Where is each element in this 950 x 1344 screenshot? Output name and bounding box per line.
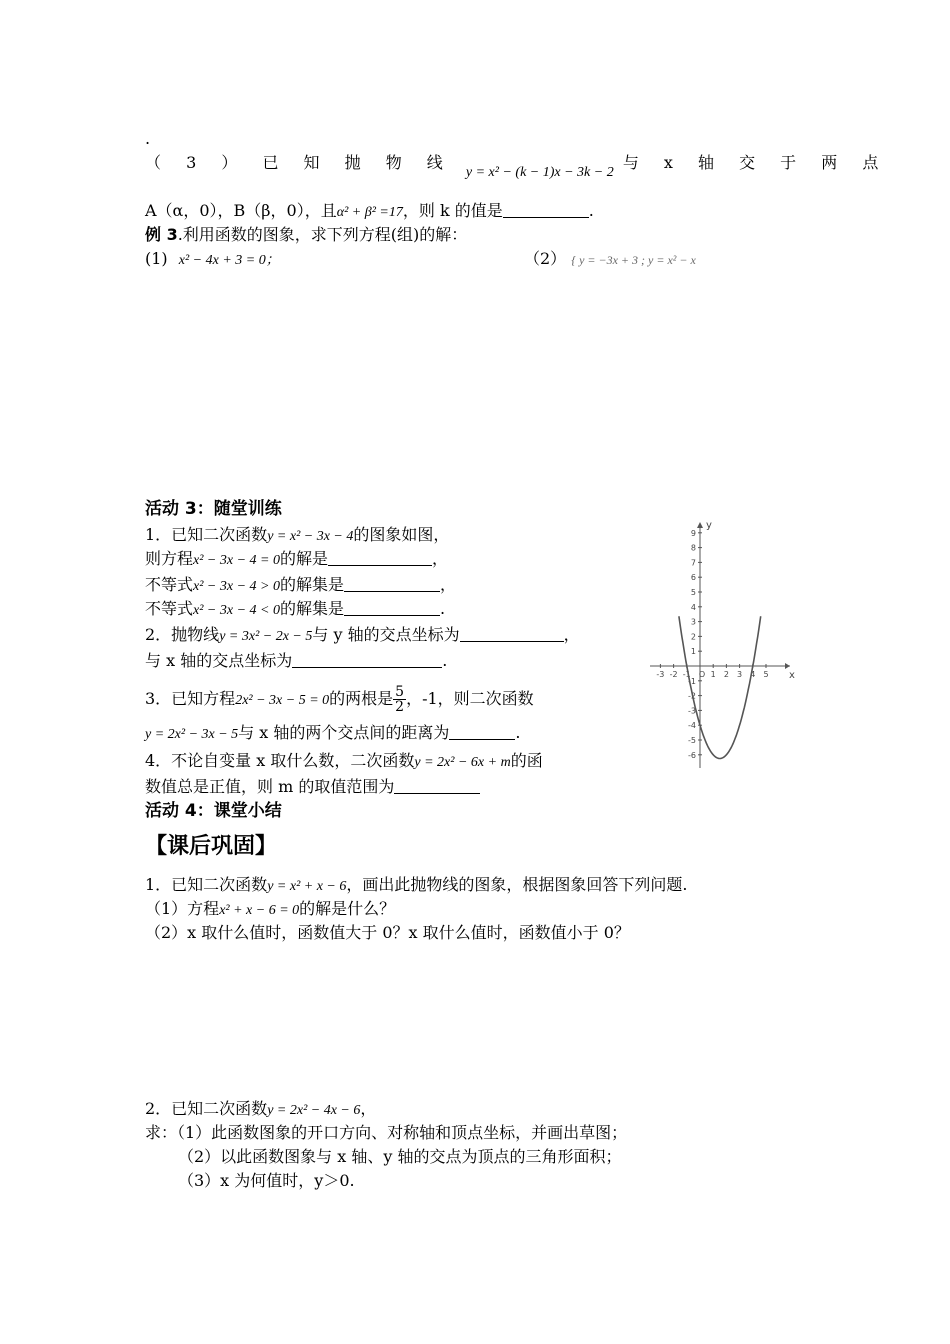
example3-p1-formula: x² − 4x + 3 = 0； <box>178 253 280 268</box>
y-tick-label: 9 <box>690 528 696 538</box>
hw-q2-formula: y = 2x² − 4x − 6 <box>267 1103 361 1118</box>
a3-q2-l2-end: . <box>442 651 448 670</box>
q3-label: （ 3 ） 已 知 抛 物 线 <box>145 153 453 172</box>
hw-q1-text: 1．已知二次函数 <box>145 875 268 894</box>
q3-line1 <box>145 152 889 180</box>
a3-q4-line1 <box>145 750 543 774</box>
y-tick-label: -1 <box>688 676 696 686</box>
a3-q3-line1 <box>145 682 534 716</box>
example3-part2 <box>524 248 696 271</box>
a3-q4-l2-text: 数值总是正值，则 m 的取值范围为 <box>145 777 395 796</box>
a3-q1-line3 <box>145 574 456 598</box>
a3-q3-fraction <box>393 685 406 714</box>
x-tick-label: 3 <box>737 670 743 679</box>
a3-q3-l2-ask: 与 x 轴的两个交点间的距离为 <box>238 723 450 742</box>
graph-ticks <box>656 529 768 760</box>
a3-q2-xaxis-blank[interactable] <box>292 651 442 668</box>
hw-q2-line2: 求：（1）此函数图象的开口方向、对称轴和顶点坐标，并画出草图； <box>145 1123 628 1142</box>
y-tick-label: 6 <box>690 573 696 583</box>
a3-q3-tail: ，-1，则二次函数 <box>406 689 534 708</box>
a3-q1-l3-formula: x² − 3x − 4 > 0 <box>193 579 280 594</box>
hw-q1-p1-formula: x² + x − 6 = 0 <box>219 903 300 918</box>
a3-q1-tail: 的图象如图， <box>353 525 450 544</box>
q3-formula: y = x² − (k − 1)x − 3k − 2 <box>465 165 614 180</box>
a3-q3-line2 <box>145 722 520 746</box>
a3-q1-l2-end: ， <box>432 549 449 568</box>
a3-q3-distance-blank[interactable] <box>449 723 515 740</box>
a3-q3-roots: 的两根是 <box>329 689 394 708</box>
a3-q4-tail: 的函 <box>510 751 543 770</box>
x-axis-arrow <box>785 663 790 669</box>
hw-q1-formula: y = x² + x − 6 <box>267 879 347 894</box>
hw-q2-line4: （3）x 为何值时，y＞0. <box>178 1171 355 1190</box>
a3-q2-end: ， <box>563 625 580 644</box>
x-tick-label: 4 <box>750 670 756 679</box>
x-tick-label: 2 <box>723 670 729 679</box>
a3-q1-lt-blank[interactable] <box>344 599 440 616</box>
y-tick-label: -2 <box>688 691 696 701</box>
a3-q1-l3-end: ， <box>440 575 457 594</box>
x-tick-label: -1 <box>682 670 691 679</box>
x-tick-label: 5 <box>763 670 769 679</box>
q3-points: A（α，0），B（β，0），且 <box>145 201 337 220</box>
example3-p1-label: (1) <box>145 249 168 268</box>
a3-q1-formula: y = x² − 3x − 4 <box>267 529 354 544</box>
example3-p2-system: { y = −3x + 3 ; y = x² − x <box>571 253 696 267</box>
a3-q1-l4-ask: 的解集是 <box>279 599 344 618</box>
a3-q1-l4-formula: x² − 3x − 4 < 0 <box>193 603 280 618</box>
y-tick-label: 1 <box>690 647 696 657</box>
a3-q1-line1 <box>145 524 449 548</box>
y-tick-label: 2 <box>690 632 696 642</box>
a3-q2-formula: y = 3x² − 2x − 5 <box>219 629 313 644</box>
x-tick-label: 1 <box>710 670 716 679</box>
y-axis-label: y <box>706 520 712 531</box>
a3-q1-l3-text: 不等式 <box>145 575 194 594</box>
hw-q2-text: 2．已知二次函数 <box>145 1099 268 1118</box>
a3-q2-ask: 与 y 轴的交点坐标为 <box>312 625 460 644</box>
example3-label: 例 3 <box>145 225 178 244</box>
hw-q1-p1-ask: 的解是什么？ <box>299 899 396 918</box>
stray-dot: . <box>145 129 151 148</box>
a3-q3-text: 3．已知方程 <box>145 689 236 708</box>
a3-q1-l2-ask: 的解是 <box>279 549 328 568</box>
y-tick-label: 7 <box>690 558 696 568</box>
graph-axes <box>650 520 795 768</box>
q3-line2 <box>145 200 594 224</box>
example3-p2-label: （2） <box>524 249 567 268</box>
a3-q4-text: 4．不论自变量 x 取什么数，二次函数 <box>145 751 415 770</box>
hw-q1-part1 <box>145 898 395 922</box>
a3-q1-line2 <box>145 548 448 572</box>
activity3-title: 活动 3：随堂训练 <box>145 499 282 519</box>
y-tick-label: -4 <box>688 721 696 731</box>
y-tick-label: -5 <box>688 736 696 745</box>
q3-condition: α² + β² =17 <box>336 205 403 220</box>
a3-q1-text: 1．已知二次函数 <box>145 525 268 544</box>
q3-tail: 与 x 轴 交 于 两 点 <box>622 153 889 172</box>
q3-answer-blank[interactable] <box>503 201 589 218</box>
a3-q3-l2-end: . <box>515 723 521 742</box>
hw-q1-p1-text: （1）方程 <box>145 899 220 918</box>
a3-q2-text: 2．抛物线 <box>145 625 220 644</box>
hw-q1-part2: （2）x 取什么值时，函数值大于 0？x 取什么值时，函数值小于 0？ <box>145 923 630 942</box>
hw-q2-tail: ， <box>360 1099 377 1118</box>
y-axis-arrow <box>697 522 703 528</box>
a3-q1-l2-formula: x² − 3x − 4 = 0 <box>193 553 280 568</box>
a3-q3-formula: 2x² − 3x − 5 = 0 <box>235 693 330 708</box>
a3-q1-gt-blank[interactable] <box>344 575 440 592</box>
a3-q2-line2 <box>145 650 447 672</box>
x-axis-label: x <box>789 670 795 681</box>
a3-q3-l2-formula: y = 2x² − 3x − 5 <box>145 727 239 742</box>
example3-text: .利用函数的图象，求下列方程(组)的解： <box>177 225 468 244</box>
hw-q1-line1 <box>145 874 687 898</box>
activity4-title: 活动 4：课堂小结 <box>145 801 282 821</box>
example3-line <box>145 224 467 246</box>
x-tick-label: -3 <box>656 670 665 679</box>
parabola-graph <box>648 516 798 776</box>
a3-q1-l2-text: 则方程 <box>145 549 194 568</box>
a3-q2-l2-text: 与 x 轴的交点坐标为 <box>145 651 293 670</box>
y-tick-label: 8 <box>690 543 696 553</box>
x-tick-label: -2 <box>669 670 678 679</box>
a3-q1-line4 <box>145 598 445 622</box>
a3-q4-range-blank[interactable] <box>394 777 480 794</box>
y-tick-label: 4 <box>690 602 696 612</box>
fraction-denominator: 2 <box>395 699 405 715</box>
a3-q4-formula: y = 2x² − 6x + m <box>414 755 511 770</box>
y-tick-label: -3 <box>688 706 696 716</box>
a3-q1-solution-blank[interactable] <box>328 549 432 566</box>
x-tick-label: O <box>698 670 706 679</box>
fraction-numerator: 5 <box>395 684 405 700</box>
y-tick-label: -6 <box>688 750 696 760</box>
a3-q2-yaxis-blank[interactable] <box>460 625 564 642</box>
a3-q1-l3-ask: 的解集是 <box>279 575 344 594</box>
q3-period: . <box>588 201 594 220</box>
hw-q1-tail: ，画出此抛物线的图象，根据图象回答下列问题. <box>346 875 688 894</box>
a3-q1-l4-end: . <box>440 599 446 618</box>
hw-q2-line3: （2）以此函数图象与 x 轴、y 轴的交点为顶点的三角形面积； <box>178 1147 622 1166</box>
q3-ask: ，则 k 的值是 <box>402 201 503 220</box>
y-tick-label: 3 <box>690 617 696 627</box>
a3-q1-l4-text: 不等式 <box>145 599 194 618</box>
example3-part1 <box>145 248 280 272</box>
hw-q2-line1 <box>145 1098 376 1122</box>
homework-title: 【课后巩固】 <box>145 834 278 859</box>
a3-q2-line1 <box>145 624 580 648</box>
a3-q4-line2 <box>145 776 480 798</box>
y-tick-label: 5 <box>690 588 696 597</box>
